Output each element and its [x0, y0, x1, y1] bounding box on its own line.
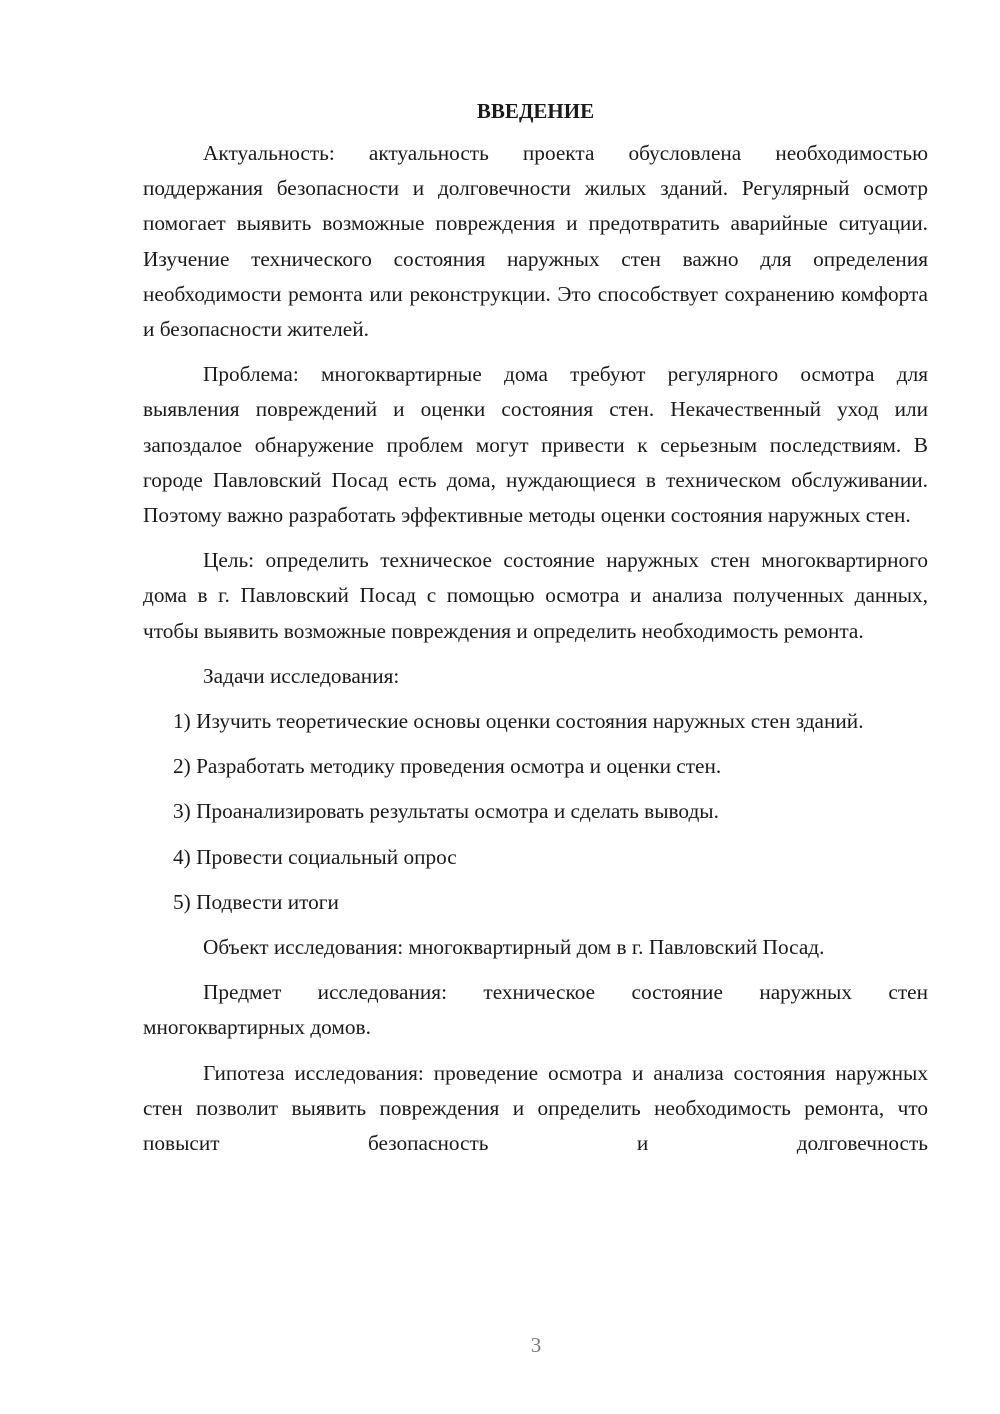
paragraph-subject: Предмет исследования: техническое состояние наружных стен многоквартирных домов. [143, 980, 928, 1040]
page-content [143, 94, 928, 1161]
section-title: ВВЕДЕНИЕ [476, 99, 595, 123]
paragraph-hypothesis: Гипотеза исследования: проведение осмотра и анализа состояния наружных стен позволит выявить повреждения и определить необходимость ремонта, что повысит безопасность и долговечность [143, 1060, 928, 1156]
task-item-5: 5) Подвести итоги [173, 889, 339, 914]
paragraph-relevance: Актуальность: актуальность проекта обусловлена необходимостью поддержания безопасности и долговечности жилых зданий. Регулярный осмотр помогает выявить возможные повреждения и предотвратить аварийные ситуации. Изучение технического состояния наружных стен важно для определения необходимости ремонта или реконструкции. Это способствует сохранению комфорта и безопасности жителей. [143, 141, 928, 342]
paragraph-problem: Проблема: многоквартирные дома требуют регулярного осмотра для выявления повреждений и оценки состояния стен. Некачественный уход или запоздалое обнаружение проблем могут привести к серьезным последствиям. В городе Павловский Посад есть дома, нуждающиеся в техническом обслуживании. Поэтому важно разработать эффективные методы оценки состояния наружных стен. [143, 362, 928, 528]
paragraph-object: Объект исследования: многоквартирный дом в г. Павловский Посад. [203, 935, 825, 960]
page-number: 3 [530, 1333, 542, 1357]
paragraph-goal: Цель: определить техническое состояние наружных стен многоквартирного дома в г. Павловский Посад с помощью осмотра и анализа полученных данных, чтобы выявить возможные повреждения и определить необходимость ремонта. [143, 548, 928, 643]
task-item-1: 1) Изучить теоретические основы оценки состояния наружных стен зданий. [173, 709, 864, 734]
paragraph-tasks-heading: Задачи исследования: [203, 663, 400, 688]
task-item-2: 2) Разработать методику проведения осмотра и оценки стен. [173, 754, 722, 779]
task-item-4: 4) Провести социальный опрос [173, 844, 457, 869]
task-item-3: 3) Проанализировать результаты осмотра и сделать выводы. [173, 799, 719, 824]
